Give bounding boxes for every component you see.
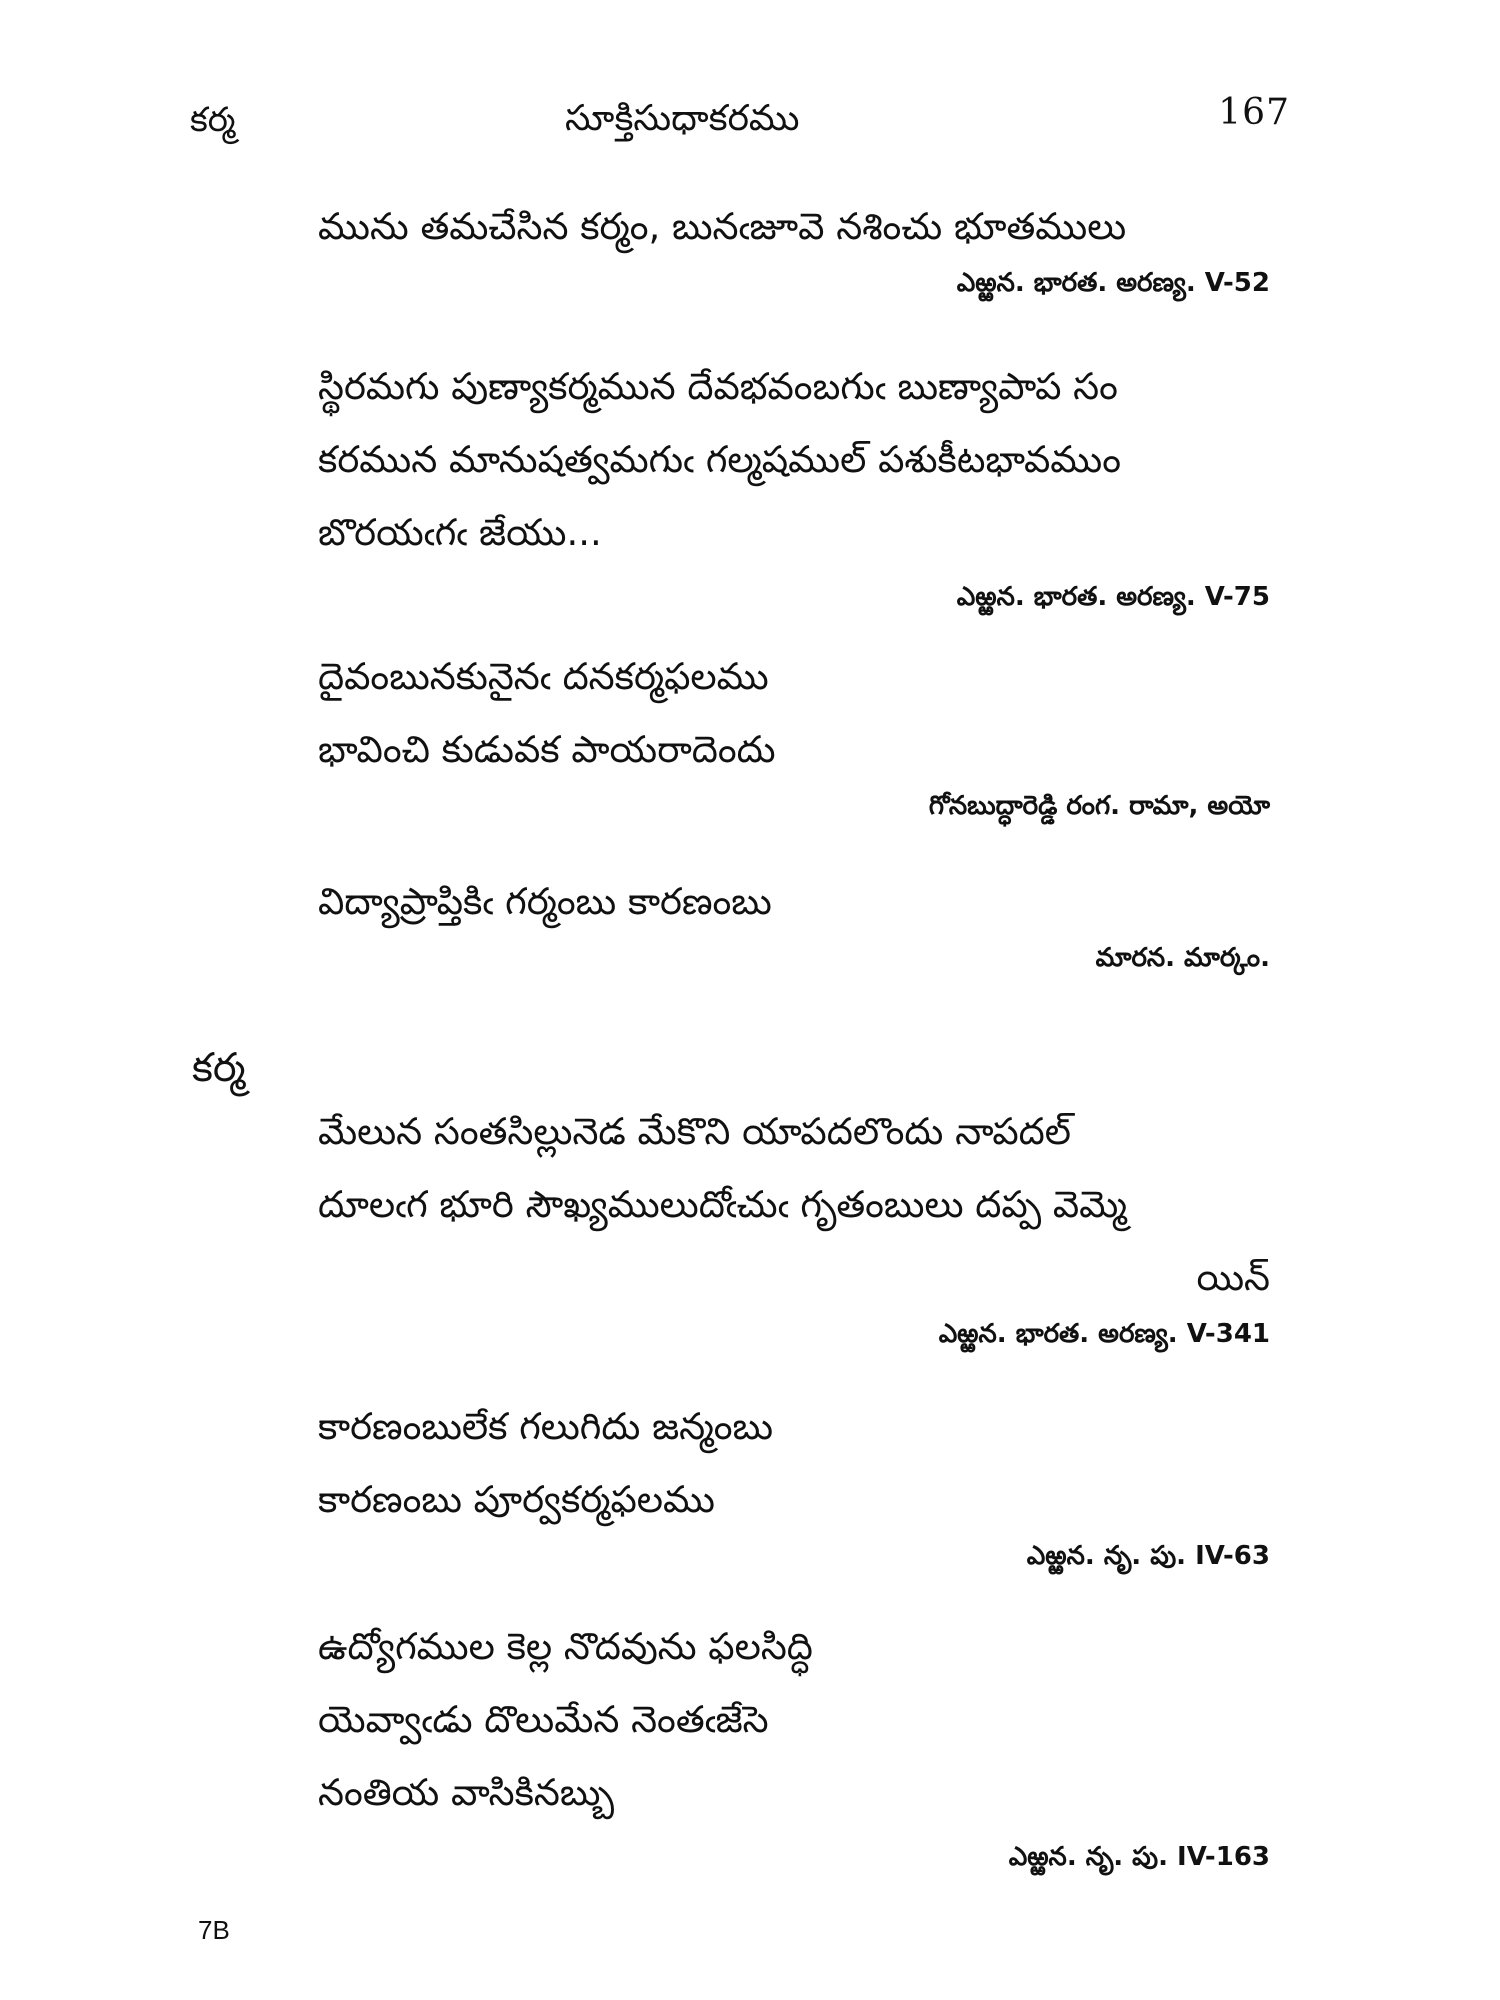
- verse-entry: [318, 1390, 1278, 1576]
- verse-line: కారణంబు పూర్వకర్మఫలము: [318, 1478, 715, 1521]
- verse-entry: [318, 1610, 1278, 1877]
- running-head: [190, 92, 1290, 152]
- verse-entry: [318, 190, 1278, 303]
- verse-citation: గోనబుద్ధారెడ్డి రంగ. రామా, అయో: [928, 791, 1270, 821]
- verse-line: బొరయఁగఁ జేయు...: [318, 511, 602, 554]
- book-title: సూక్తిసుధాకరము: [565, 98, 800, 139]
- verse-line: కరమున మానుషత్వమగుఁ గల్మషముల్ పశుకీటభావముం: [318, 438, 1121, 481]
- page-number: 167: [1218, 92, 1290, 133]
- verse-entry: [318, 1095, 1278, 1354]
- verse-entry: [318, 350, 1278, 617]
- verse-line: స్థిరమగు పుణ్యాకర్మమున దేవభవంబగుఁ బుణ్యాపాప సం: [318, 365, 1118, 408]
- folio-mark: 7B: [198, 1915, 230, 1945]
- verse-entry: [318, 865, 1278, 978]
- section-heading: కర్మ: [192, 1045, 246, 1091]
- verse-line: దూలఁగ భూరి సౌఖ్యములుదోఁచుఁ గృతంబులు దప్ప వెమ్మె: [318, 1183, 1128, 1226]
- verse-line: యెవ్వాఁడు దొలుమేన నెంతఁజేసె: [318, 1698, 769, 1741]
- verse-citation: ఎఱ్ఱన. భారత. అరణ్య. V-75: [956, 582, 1270, 612]
- verse-line: మేలున సంతసిల్లునెడ మేకొని యాపదలొందు నాపదల్: [318, 1110, 1072, 1153]
- verse-line: భావించి కుడువక పాయరాదెందు: [318, 728, 776, 771]
- verse-line: కారణంబులేక గలుగిదు జన్మంబు: [318, 1405, 774, 1448]
- verse-citation: మారన. మార్కం.: [1095, 943, 1270, 973]
- verse-entry: [318, 640, 1278, 826]
- verse-line: ఉద్యోగముల కెల్ల నొదవును ఫలసిద్ధి: [318, 1625, 813, 1668]
- verse-line: మును తమచేసిన కర్మం, బునఁజూవె నశించు భూతములు: [318, 205, 1127, 248]
- verse-line: దైవంబునకునైనఁ దనకర్మఫలము: [318, 655, 769, 698]
- verse-citation: ఎఱ్ఱన. నృ. పు. IV-63: [1026, 1541, 1270, 1571]
- verse-citation: ఎఱ్ఱన. నృ. పు. IV-163: [1008, 1842, 1270, 1872]
- verse-line: నంతియ వాసికినబ్బు: [318, 1771, 615, 1814]
- running-head-section: కర్మ: [190, 100, 236, 140]
- verse-line: విద్యాప్రాప్తికిఁ గర్మంబు కారణంబు: [318, 880, 772, 923]
- verse-citation: ఎఱ్ఱన. భారత. అరణ్య. V-52: [956, 268, 1270, 298]
- verse-line: యిన్: [1196, 1256, 1270, 1299]
- verse-citation: ఎఱ్ఱన. భారత. అరణ్య. V-341: [938, 1319, 1270, 1349]
